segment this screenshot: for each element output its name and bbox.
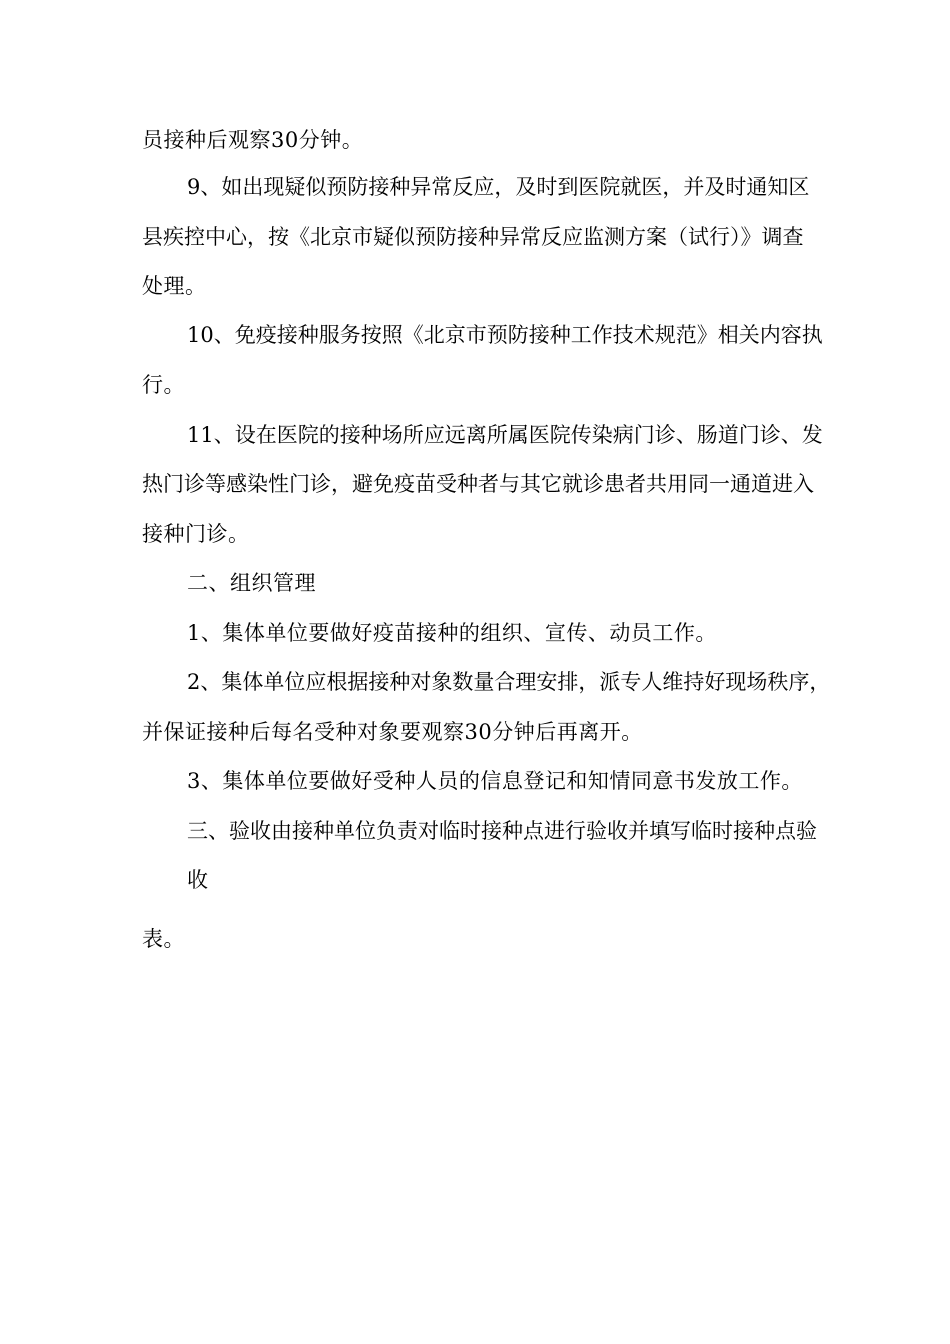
text-line-5: 10、免疫接种服务按照《北京市预防接种工作技术规范》相关内容执 <box>187 323 823 347</box>
text-line-17: 表。 <box>142 927 185 951</box>
text-line-13: 并保证接种后每名受种对象要观察30分钟后再离开。 <box>142 720 643 744</box>
text-line-11: 1、集体单位要做好疫苗接种的组织、宣传、动员工作。 <box>187 621 717 645</box>
text-line-16: 收 <box>187 868 209 892</box>
text-line-14: 3、集体单位要做好受种人员的信息登记和知情同意书发放工作。 <box>187 769 803 793</box>
section-heading-3: 三、验收由接种单位负责对临时接种点进行验收并填写临时接种点验 <box>187 819 817 843</box>
text-line-1: 员接种后观察30分钟。 <box>142 128 364 152</box>
text-line-12: 2、集体单位应根据接种对象数量合理安排，派专人维持好现场秩序， <box>187 670 831 694</box>
text-line-8: 热门诊等感染性门诊，避免疫苗受种者与其它就诊患者共用同一通道进入 <box>142 472 814 496</box>
text-line-6: 行。 <box>142 373 185 397</box>
text-line-7: 11、设在医院的接种场所应远离所属医院传染病门诊、肠道门诊、发 <box>187 423 823 447</box>
section-heading-2: 二、组织管理 <box>187 571 316 595</box>
text-line-3: 县疾控中心，按《北京市疑似预防接种异常反应监测方案（试行）》调查 <box>142 225 804 249</box>
text-line-9: 接种门诊。 <box>142 522 250 546</box>
text-line-2: 9、如出现疑似预防接种异常反应，及时到医院就医，并及时通知区 <box>187 175 810 199</box>
text-line-4: 处理。 <box>142 274 207 298</box>
